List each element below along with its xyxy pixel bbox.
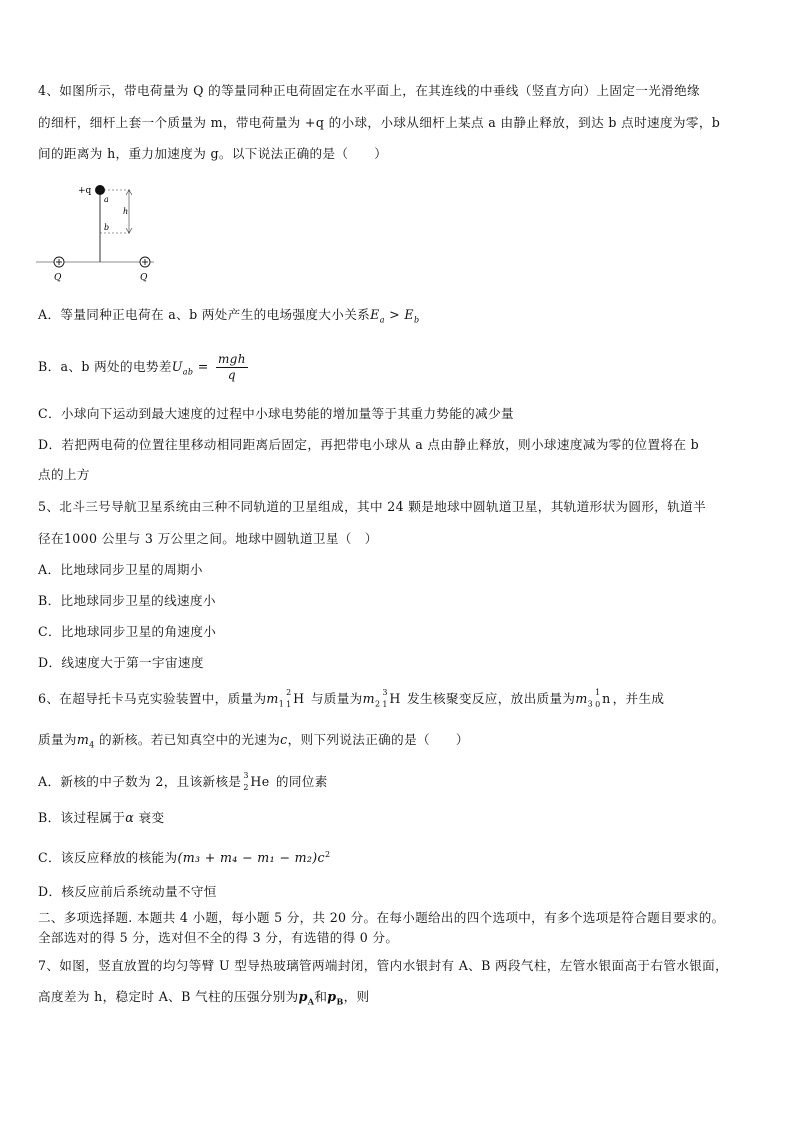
section-2-instructions-line-2: 全部选对的得 5 分，选对但不全的得 3 分，有选错的得 0 分。: [38, 930, 399, 945]
q4-option-d-line-2: 点的上方: [38, 467, 90, 482]
q7-stem-line-1: 7、如图，竖直放置的均匀等臂 U 型导热玻璃管两端封闭，管内水银封有 A、B 两段气柱，左管水银面高于右管水银面，: [38, 958, 729, 973]
nuclide-helium-3: 3 2 He: [243, 771, 270, 792]
right-charge: [140, 257, 150, 267]
q6-option-c: C．该反应释放的核能为$(m_3 + m_4 - m_1 - m_2)c^2$: [38, 850, 331, 866]
q4-figure: [34, 178, 174, 286]
q6-option-b: B．该过程属于α 衰变: [38, 810, 165, 825]
q4-stem-line-2: 的细杆，细杆上套一个质量为 m，带电荷量为 +q 的小球，小球从细杆上某点 a 由静止释放，到达 b 点时速度为零，b: [38, 115, 721, 130]
nuclide-deuterium: 2 1 H: [286, 688, 305, 709]
q7-stem-line-2: 高度差为 h，稳定时 A、B 气柱的压强分别为$p_A$和$p_B$，则: [38, 989, 370, 1007]
fraction-mgh-over-q: $\frac{\text{mgh}}{q}$: [217, 352, 246, 382]
q5-stem-line-2: 径在1000 公里与 3 万公里之间。地球中圆轨道卫星（ ）: [38, 531, 378, 546]
nuclide-neutron: 1 0 n: [595, 688, 611, 709]
ball-charge-label: +q: [78, 186, 92, 196]
q5-option-d: D．线速度大于第一宇宙速度: [38, 655, 204, 670]
height-label: h: [123, 207, 129, 216]
nuclide-tritium: 3 1 H: [382, 688, 401, 709]
section-2-instructions-line-1: 二、多项选择题. 本题共 4 小题，每小题 5 分，共 20 分。在每小题给出的四个选项中，有多个选项是符合题目要求的。: [38, 910, 725, 925]
q4-option-c: C．小球向下运动到最大速度的过程中小球电势能的增加量等于其重力势能的减少量: [38, 406, 514, 421]
left-charge: [54, 257, 64, 267]
q6-stem-line-1: 6、在超导托卡马克实验装置中，质量为$m_1$ 2 1 H 与质量为$m_2$ 3 1 H 发生核聚变反应，放出质量为$m_3$ 1 0 n ，并生成: [38, 688, 665, 709]
q4-option-b: B．a、b 两处的电势差$U_{ab}$ = $\frac{\text{mgh}}{q}$: [38, 352, 246, 382]
q6-stem-line-2: 质量为$m_4$ 的新核。若已知真空中的光速为c，则下列说法正确的是（ ）: [38, 732, 469, 750]
q4-stem-line-1: 4、如图所示，带电荷量为 Q 的等量同种正电荷固定在水平面上，在其连线的中垂线（竖直方向）上固定一光滑绝缘: [38, 83, 700, 98]
point-a-label: a: [104, 195, 109, 204]
q5-option-b: B．比地球同步卫星的线速度小: [38, 593, 216, 608]
right-charge-label: Q: [140, 273, 148, 283]
point-b-label: b: [104, 223, 110, 232]
left-charge-label: Q: [54, 273, 62, 283]
q4-option-a: A．等量同种正电荷在 a、b 两处产生的电场强度大小关系$E_a > E_b$: [38, 307, 420, 325]
q5-stem-line-1: 5、北斗三号导航卫星系统由三种不同轨道的卫星组成，其中 24 颗是地球中圆轨道卫星，其轨道形状为圆形，轨道半: [38, 499, 707, 514]
q5-option-c: C．比地球同步卫星的角速度小: [38, 624, 217, 639]
q4-stem-line-3: 间的距离为 h，重力加速度为 g。以下说法正确的是（ ）: [38, 146, 388, 161]
q6-option-d: D．核反应前后系统动量不守恒: [38, 884, 217, 899]
q4-option-d-line-1: D．若把两电荷的位置往里移动相同距离后固定，再把带电小球从 a 点由静止释放，则小球速度减为零的位置将在 b: [38, 437, 700, 452]
q5-option-a: A．比地球同步卫星的周期小: [38, 562, 203, 577]
q6-option-a: A．新核的中子数为 2，且该新核是 3 2 He 的同位素: [38, 771, 328, 792]
